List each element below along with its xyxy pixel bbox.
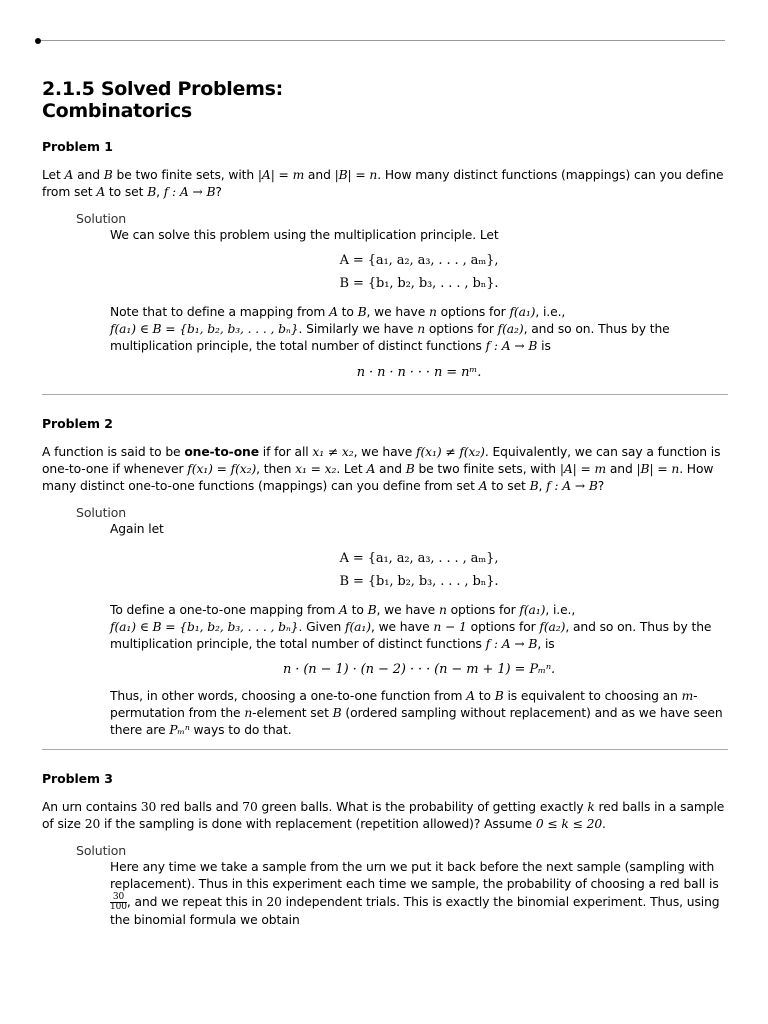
problem-2-solution-label: Solution	[76, 505, 127, 520]
section-title-line-1: 2.1.5 Solved Problems:	[42, 78, 283, 100]
problem-3-solution	[110, 859, 728, 929]
problem-2-solution	[110, 521, 728, 739]
problem-1-question: Let A and B be two finite sets, with |A| = m and |B| = n. How many distinct functions (mappings) can you define from set A to set B, f : A → B?	[42, 168, 724, 199]
problem-2-title: Problem 2	[42, 416, 113, 431]
fraction-30-over-100: $\frac{30}{100}$	[110, 892, 127, 912]
divider-line	[41, 40, 725, 41]
equation-set-b: B = {b₁, b₂, b₃, . . . , bₙ}.	[339, 574, 499, 589]
problem-1-solution	[110, 227, 728, 382]
problem-2-solution-definition: To define a one-to-one mapping from A to B, we have n options for f(a₁), i.e., f(a₁) ∈ B = {b₁, b₂, b₃, . . . , bₙ}. Given f(a₁), we have n − 1 options for f(a₂), and so on. Thus by the multiplication principle, the total number of distinct functions f : A → B, is	[110, 603, 712, 651]
problem-1-solution-note: Note that to define a mapping from A to B, we have n options for f(a₁), i.e., f(a₁) ∈ B = {b₁, b₂, b₃, . . . , bₙ}. Similarly we have n options for f(a₂), and so on. Thus by the multiplication principle, the total number of distinct functions f : A → B is	[110, 305, 670, 353]
problem-1-result-equation: n · n · n · · · n = nᵐ.	[356, 365, 482, 380]
problem-2-question: A function is said to be one-to-one if for all x₁ ≠ x₂, we have f(x₁) ≠ f(x₂). Equivalently, we can say a function is one-to-one if whenever f(x₁) = f(x₂), then x₁ = x₂. Let A and B be two finite sets, with |A| = m and |B| = n. How many distinct one-to-one functions (mappings) can you define from set A to set B, f : A → B?	[42, 445, 721, 493]
section-title	[42, 78, 728, 122]
problem-3-solution-text: Here any time we take a sample from the urn we put it back before the next sample (sampling with replacement). Thus in this experiment each time we sample, the probability of choosing a red ball is $\frac{30}{100}$ , and we repeat this in 20 independent trials. This is exactly the binomial experiment. Thus, using the binomial formula we obtain	[110, 860, 720, 927]
bullet-dot	[35, 38, 41, 44]
problem-1-title: Problem 1	[42, 139, 113, 154]
document-content	[42, 78, 728, 929]
problem-3-title: Problem 3	[42, 771, 113, 786]
equation-set-a: A = {a₁, a₂, a₃, . . . , aₘ},	[339, 551, 499, 566]
problem-1-solution-intro: We can solve this problem using the multiplication principle. Let	[110, 228, 499, 242]
problem-2-result-equation: n · (n − 1) · (n − 2) · · · (n − m + 1) = Pₘⁿ.	[282, 662, 556, 677]
problem-1-solution-label: Solution	[76, 211, 127, 226]
section-title-line-2: Combinatorics	[42, 100, 192, 122]
problem-2-solution-intro: Again let	[110, 522, 164, 536]
equation-set-b: B = {b₁, b₂, b₃, . . . , bₙ}.	[339, 276, 499, 291]
problem-3-question: An urn contains 30 red balls and 70 green balls. What is the probability of getting exactly k red balls in a sample of size 20 if the sampling is done with replacement (repetition allowed)? Assume 0 ≤ k ≤ 20.	[42, 800, 725, 831]
problem-2-solution-conclusion: Thus, in other words, choosing a one-to-one function from A to B is equivalent to choosing an m-permutation from the n-element set B (ordered sampling without replacement) and as we have seen there are Pₘⁿ ways to do that.	[110, 689, 723, 737]
problem-3-solution-label: Solution	[76, 843, 127, 858]
equation-set-a: A = {a₁, a₂, a₃, . . . , aₘ},	[339, 253, 499, 268]
top-rule	[35, 38, 725, 44]
